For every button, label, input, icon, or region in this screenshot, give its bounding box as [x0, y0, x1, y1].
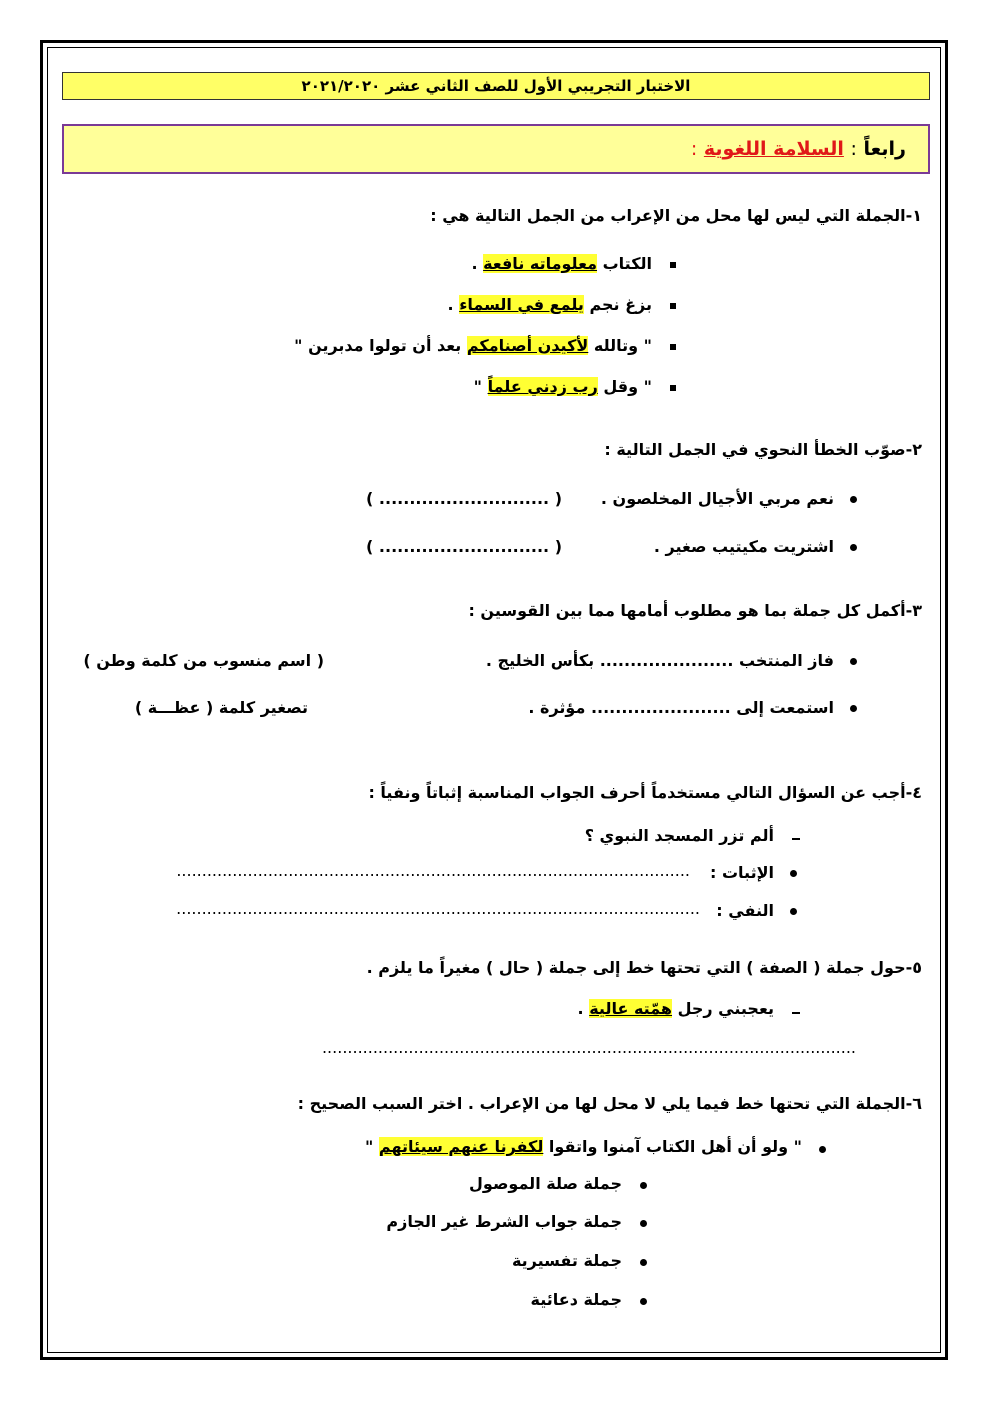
- bullet-dash: [792, 838, 800, 840]
- q1-item-1-before: الكتاب: [597, 254, 652, 273]
- q1-item-3-before: " وتالله: [588, 336, 652, 355]
- q4-affirm-line: .....................................................................................................: [176, 861, 690, 880]
- section-colon: :: [690, 138, 698, 160]
- q4-sub-question: ألم تزر المسجد النبوي ؟: [584, 826, 774, 845]
- q5-answer-line: .........................................................................................................: [321, 1038, 856, 1057]
- bullet-dash: [792, 1012, 800, 1014]
- section-separator: :: [850, 138, 857, 160]
- q6-verse-after: ": [365, 1137, 379, 1156]
- q5-after: .: [577, 999, 590, 1018]
- bullet-dot: [850, 544, 857, 551]
- q5-question: ٥-حول جملة ( الصفة ) التي تحتها خط إلى جملة ( حال ) مغيراً ما يلزم .: [366, 958, 922, 977]
- bullet-dot: [850, 496, 857, 503]
- bullet-dot: [640, 1259, 647, 1266]
- q6-option-4: جملة دعائية: [530, 1290, 622, 1309]
- section-title-box: [62, 124, 930, 174]
- q6-verse: [365, 1137, 802, 1156]
- q6-option-3: جملة تفسيرية: [511, 1251, 622, 1270]
- q1-item-2: [448, 295, 652, 314]
- q2-item-1-text: نعم مربي الأجيال المخلصون .: [600, 489, 834, 508]
- bullet-dot: [790, 908, 797, 915]
- q1-item-3-after: بعد أن تولوا مدبرين ": [294, 336, 467, 355]
- q1-item-3: [294, 336, 652, 355]
- q1-item-4: [474, 377, 652, 396]
- q5-before: يعجبني رجل: [672, 999, 774, 1018]
- q5-sentence: [578, 999, 774, 1018]
- q3-item-2-text: استمعت إلى ....................... مؤثرة .: [528, 698, 834, 717]
- bullet-dot: [850, 705, 857, 712]
- q1-question: ١-الجملة التي ليس لها محل من الإعراب من الجمل التالية هي :: [430, 206, 922, 225]
- q1-item-2-highlight: يلمع في السماء: [459, 295, 584, 314]
- q1-item-1-highlight: معلوماته نافعة: [483, 254, 598, 273]
- bullet-dot: [819, 1146, 826, 1153]
- q1-item-3-highlight: لأكيدن أصنامكم: [466, 336, 589, 355]
- q4-affirm-label: الإثبات :: [710, 863, 774, 882]
- q6-question: ٦-الجملة التي تحتها خط فيما يلي لا محل لها من الإعراب . اختر السبب الصحيح :: [297, 1094, 922, 1113]
- bullet-dot: [640, 1182, 647, 1189]
- q2-item-2-blank: ( ............................ ): [366, 537, 562, 556]
- q1-item-1-after: .: [471, 254, 484, 273]
- bullet-dot: [790, 870, 797, 877]
- q3-item-1-text: فاز المنتخب ...................... بكأس الخليج .: [485, 651, 834, 670]
- q3-item-1-hint: ( اسم منسوب من كلمة وطن ): [83, 651, 324, 670]
- q6-option-2: جملة جواب الشرط غير الجازم: [386, 1212, 622, 1231]
- q4-negate-line: .......................................................................................................: [176, 899, 700, 918]
- q3-item-2-hint: تصغير كلمة ( عظـــة ): [134, 698, 308, 717]
- bullet-dot: [640, 1220, 647, 1227]
- q2-item-1-blank: ( ............................ ): [366, 489, 562, 508]
- bullet-square: [670, 385, 676, 391]
- q4-negate-label: النفي :: [716, 901, 774, 920]
- q1-item-4-highlight: رب زدني علماً: [487, 377, 598, 396]
- section-prefix: رابعاً: [863, 138, 906, 160]
- q1-item-4-after: ": [473, 377, 488, 396]
- q6-verse-highlight: لكفرنا عنهم سيئاتهم: [378, 1137, 544, 1156]
- bullet-square: [670, 303, 676, 309]
- q5-highlight: همّته عالية: [589, 999, 673, 1018]
- q2-question: ٢-صوّب الخطأ النحوي في الجمل التالية :: [604, 440, 922, 459]
- exam-header: الاختبار التجريبي الأول للصف الثاني عشر ٢٠٢١/٢٠٢٠: [62, 72, 930, 100]
- q1-item-1: [471, 254, 652, 273]
- q1-item-4-before: " وقل: [597, 377, 652, 396]
- bullet-square: [670, 262, 676, 268]
- bullet-square: [670, 344, 676, 350]
- q2-item-2-text: اشتريت مكيتيب صغير .: [653, 537, 834, 556]
- section-title: السلامة اللغوية: [703, 138, 844, 160]
- bullet-dot: [850, 658, 857, 665]
- q6-option-1: جملة صلة الموصول: [469, 1174, 622, 1193]
- bullet-dot: [640, 1298, 647, 1305]
- q1-item-2-after: .: [447, 295, 460, 314]
- q6-verse-before: " ولو أن أهل الكتاب آمنوا واتقوا: [543, 1137, 802, 1156]
- q3-question: ٣-أكمل كل جملة بما هو مطلوب أمامها مما بين القوسين :: [468, 601, 922, 620]
- q4-question: ٤-أجب عن السؤال التالي مستخدماً أحرف الجواب المناسبة إثباتاً ونفياً :: [368, 783, 922, 802]
- q1-item-2-before: بزغ نجم: [583, 295, 652, 314]
